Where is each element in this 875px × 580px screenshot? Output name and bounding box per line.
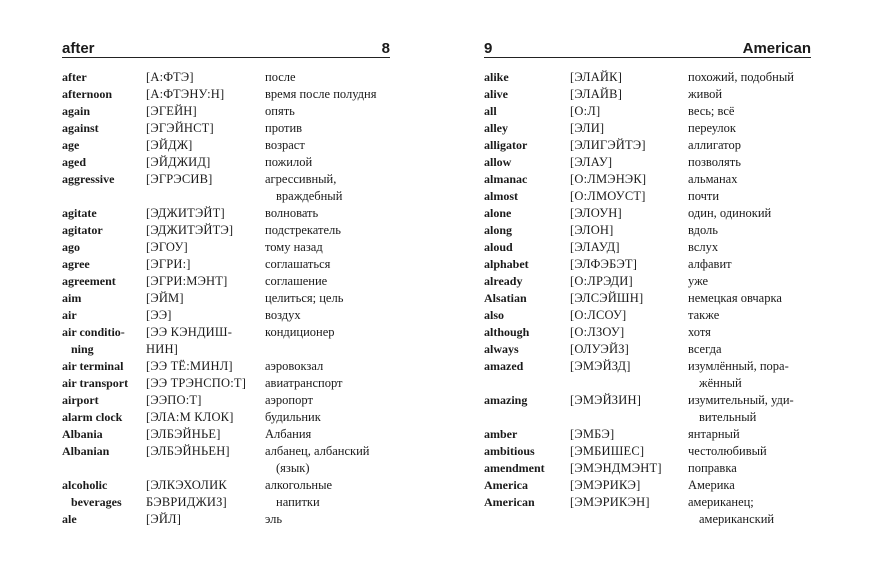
entry-transcription: [О:ЛЗОУ] [570, 325, 625, 339]
right-page-number: 9 [484, 40, 493, 57]
entry-transcription: [ЭЭ КЭНДИШ- [146, 325, 233, 339]
dictionary-entry [484, 205, 864, 222]
dictionary-entry [62, 460, 402, 477]
entry-translation: изумительный, уди- [688, 393, 794, 407]
entry-transcription: [ЭМБИШЕС] [570, 444, 645, 458]
entry-word: Albanian [62, 444, 110, 458]
entry-transcription: [ЭМЭНДМЭНТ] [570, 461, 662, 475]
dictionary-entry [62, 341, 402, 358]
entry-word: ago [62, 240, 80, 254]
entry-word: amber [484, 427, 518, 441]
dictionary-entry [62, 120, 402, 137]
entry-transcription: [ЭЛБЭЙНЬЕН] [146, 444, 230, 458]
dictionary-entry [62, 137, 402, 154]
entry-translation: жённый [699, 376, 742, 390]
left-running-headword: after [62, 40, 95, 57]
entry-word: ning [71, 342, 94, 356]
entry-transcription: [ЭЛСЭЙШН] [570, 291, 644, 305]
entry-transcription: [О:ЛМЭНЭК] [570, 172, 647, 186]
entry-transcription: [ЭЭПО:Т] [146, 393, 202, 407]
dictionary-entry [484, 222, 864, 239]
entry-transcription: [ЭЛБЭЙНЬЕ] [146, 427, 221, 441]
entry-translation: хотя [688, 325, 711, 339]
entry-transcription: [ЭЭ] [146, 308, 172, 322]
entry-word: American [484, 495, 535, 509]
entry-translation: всегда [688, 342, 722, 356]
dictionary-entry [62, 477, 402, 494]
dictionary-entry [484, 120, 864, 137]
entry-translation: целиться; цель [265, 291, 344, 305]
entry-transcription: [О:Л] [570, 104, 601, 118]
dictionary-entry [62, 392, 402, 409]
entry-word: beverages [71, 495, 122, 509]
right-running-headword: American [742, 40, 811, 57]
entry-translation: возраст [265, 138, 305, 152]
dictionary-entry [62, 188, 402, 205]
entry-word: Alsatian [484, 291, 527, 305]
entry-translation: Албания [265, 427, 312, 441]
entry-transcription: [ЭЛИ] [570, 121, 605, 135]
dictionary-entry [62, 154, 402, 171]
entry-word: alive [484, 87, 508, 101]
entry-transcription: [О:ЛРЭДИ] [570, 274, 633, 288]
entry-transcription: [ЭЛА:М КЛОК] [146, 410, 234, 424]
dictionary-entry [484, 460, 864, 477]
dictionary-entry [62, 239, 402, 256]
entry-transcription: [ЭГОУ] [146, 240, 188, 254]
entry-transcription: [ЭГРИ:] [146, 257, 191, 271]
entry-word: agitator [62, 223, 103, 237]
entry-transcription: [ЭГЭЙНСТ] [146, 121, 214, 135]
entry-translation: алкогольные [265, 478, 333, 492]
entry-transcription: НИН] [146, 342, 179, 356]
entry-transcription: [ЭЛИГЭЙТЭ] [570, 138, 646, 152]
entry-translation: честолюбивый [688, 444, 767, 458]
left-entry-list [62, 69, 402, 528]
entry-word: again [62, 104, 91, 118]
dictionary-entry [484, 239, 864, 256]
entry-word: aggressive [62, 172, 115, 186]
dictionary-entry [62, 171, 402, 188]
entry-transcription: [ЭМБЭ] [570, 427, 615, 441]
entry-transcription: [ОЛУЭЙЗ] [570, 342, 630, 356]
entry-transcription: [ЭМЭЙЗИН] [570, 393, 642, 407]
entry-word: after [62, 70, 87, 84]
dictionary-entry [484, 137, 864, 154]
entry-transcription: [ЭЛАУД] [570, 240, 620, 254]
entry-translation: время после полудня [265, 87, 377, 101]
entry-translation: американец; [688, 495, 754, 509]
entry-word: alligator [484, 138, 528, 152]
entry-translation: соглашение [265, 274, 328, 288]
entry-word: almost [484, 189, 518, 203]
entry-translation: враждебный [276, 189, 343, 203]
right-header-rule [484, 57, 811, 58]
entry-transcription: [ЭДЖИТЭЙТ] [146, 206, 225, 220]
entry-transcription: [ЭЛКЭХОЛИК [146, 478, 227, 492]
entry-transcription: [ЭЛОН] [570, 223, 614, 237]
entry-word: aim [62, 291, 82, 305]
left-header-rule [62, 57, 390, 58]
entry-translation: переулок [688, 121, 736, 135]
entry-word: amazing [484, 393, 528, 407]
dictionary-entry [484, 324, 864, 341]
entry-transcription: [ЭЛАЙК] [570, 70, 623, 84]
entry-translation: позволять [688, 155, 741, 169]
dictionary-entry [484, 392, 864, 409]
left-page-number: 8 [381, 40, 390, 57]
dictionary-entry [62, 409, 402, 426]
entry-translation: тому назад [265, 240, 323, 254]
entry-word: alphabet [484, 257, 529, 271]
entry-translation: почти [688, 189, 720, 203]
entry-word: airport [62, 393, 99, 407]
dictionary-entry [62, 205, 402, 222]
entry-word: Albania [62, 427, 103, 441]
dictionary-entry [62, 358, 402, 375]
entry-translation: албанец, албанский [265, 444, 370, 458]
entry-translation: волновать [265, 206, 319, 220]
entry-word: air conditio- [62, 325, 125, 339]
entry-translation: Америка [688, 478, 735, 492]
left-page [0, 0, 437, 580]
dictionary-entry [484, 103, 864, 120]
dictionary-entry [62, 69, 402, 86]
dictionary-entry [62, 103, 402, 120]
entry-translation: вслух [688, 240, 719, 254]
entry-word: agree [62, 257, 90, 271]
dictionary-entry [484, 307, 864, 324]
dictionary-entry [62, 375, 402, 392]
entry-word: America [484, 478, 528, 492]
entry-translation: после [265, 70, 296, 84]
entry-translation: немецкая овчарка [688, 291, 782, 305]
entry-translation: аэровокзал [265, 359, 324, 373]
entry-transcription: [ЭЭ ТЁ:МИНЛ] [146, 359, 233, 373]
entry-translation: альманах [688, 172, 738, 186]
entry-transcription: [ЭЭ ТРЭНСПО:Т] [146, 376, 247, 390]
entry-word: ambitious [484, 444, 535, 458]
entry-transcription: [ЭЛОУН] [570, 206, 622, 220]
dictionary-entry [484, 273, 864, 290]
entry-transcription: [О:ЛМОУСТ] [570, 189, 646, 203]
entry-translation: опять [265, 104, 295, 118]
dictionary-entry [62, 222, 402, 239]
right-entry-list [484, 69, 864, 528]
entry-word: also [484, 308, 505, 322]
entry-translation: изумлённый, пора- [688, 359, 789, 373]
entry-translation: живой [688, 87, 723, 101]
entry-transcription: [ЭМЭРИКЭН] [570, 495, 650, 509]
entry-translation: весь; всё [688, 104, 735, 118]
entry-transcription: [А:ФТЭНУ:Н] [146, 87, 225, 101]
entry-word: amazed [484, 359, 524, 373]
dictionary-entry [484, 341, 864, 358]
entry-word: age [62, 138, 80, 152]
entry-word: aged [62, 155, 86, 169]
dictionary-entry [484, 154, 864, 171]
entry-translation: вдоль [688, 223, 718, 237]
dictionary-entry [62, 443, 402, 460]
dictionary-entry [484, 69, 864, 86]
entry-translation: алфавит [688, 257, 732, 271]
entry-transcription: [ЭЛФЭБЭТ] [570, 257, 638, 271]
entry-word: alcoholic [62, 478, 108, 492]
dictionary-entry [484, 358, 864, 375]
dictionary-entry [484, 494, 864, 511]
dictionary-entry [62, 494, 402, 511]
dictionary-entry [62, 256, 402, 273]
entry-transcription: [ЭЙЛ] [146, 512, 182, 526]
entry-translation: пожилой [265, 155, 313, 169]
dictionary-entry [62, 86, 402, 103]
dictionary-entry [484, 426, 864, 443]
dictionary-entry [484, 171, 864, 188]
entry-translation: поправка [688, 461, 737, 475]
entry-word: alarm clock [62, 410, 123, 424]
entry-transcription: [ЭГРЭСИВ] [146, 172, 213, 186]
entry-translation: против [265, 121, 303, 135]
entry-word: air [62, 308, 77, 322]
entry-word: although [484, 325, 530, 339]
dictionary-entry [62, 426, 402, 443]
entry-word: all [484, 104, 497, 118]
entry-word: alike [484, 70, 509, 84]
entry-transcription: [ЭЛАУ] [570, 155, 613, 169]
entry-translation: также [688, 308, 720, 322]
entry-transcription: БЭВРИДЖИЗ] [146, 495, 227, 509]
dictionary-entry [484, 188, 864, 205]
entry-translation: американский [699, 512, 775, 526]
entry-transcription: [ЭМЭЙЗД] [570, 359, 631, 373]
dictionary-entry [484, 86, 864, 103]
dictionary-entry [484, 443, 864, 460]
entry-transcription: [О:ЛСОУ] [570, 308, 627, 322]
entry-translation: будильник [265, 410, 321, 424]
dictionary-entry [62, 511, 402, 528]
entry-transcription: [ЭЙДЖИД] [146, 155, 211, 169]
entry-word: aloud [484, 240, 513, 254]
entry-word: always [484, 342, 519, 356]
dictionary-entry [484, 409, 864, 426]
entry-word: agitate [62, 206, 97, 220]
entry-translation: (язык) [276, 461, 310, 475]
dictionary-entry [62, 307, 402, 324]
dictionary-entry [484, 511, 864, 528]
entry-transcription: [ЭЛАЙВ] [570, 87, 623, 101]
dictionary-entry [484, 256, 864, 273]
entry-transcription: [ЭГРИ:МЭНТ] [146, 274, 228, 288]
dictionary-entry [62, 273, 402, 290]
entry-word: amendment [484, 461, 545, 475]
entry-word: against [62, 121, 99, 135]
entry-word: agreement [62, 274, 116, 288]
entry-word: already [484, 274, 523, 288]
entry-word: air transport [62, 376, 129, 390]
entry-translation: уже [688, 274, 709, 288]
entry-translation: агрессивный, [265, 172, 337, 186]
entry-translation: соглашаться [265, 257, 331, 271]
entry-translation: вительный [699, 410, 757, 424]
entry-translation: напитки [276, 495, 320, 509]
dictionary-entry [484, 290, 864, 307]
entry-translation: янтарный [688, 427, 740, 441]
entry-word: afternoon [62, 87, 112, 101]
entry-word: ale [62, 512, 77, 526]
entry-translation: воздух [265, 308, 301, 322]
dictionary-entry [484, 375, 864, 392]
entry-transcription: [А:ФТЭ] [146, 70, 194, 84]
entry-translation: похожий, подобный [688, 70, 794, 84]
entry-transcription: [ЭЙДЖ] [146, 138, 193, 152]
entry-transcription: [ЭЙМ] [146, 291, 184, 305]
entry-translation: эль [265, 512, 283, 526]
entry-word: almanac [484, 172, 528, 186]
right-page [437, 0, 875, 580]
entry-word: air terminal [62, 359, 124, 373]
entry-word: alone [484, 206, 512, 220]
entry-translation: подстрекатель [265, 223, 341, 237]
entry-transcription: [ЭМЭРИКЭ] [570, 478, 641, 492]
entry-translation: аэропорт [265, 393, 313, 407]
dictionary-entry [484, 477, 864, 494]
entry-word: allow [484, 155, 512, 169]
entry-translation: аллигатор [688, 138, 741, 152]
dictionary-entry [62, 290, 402, 307]
entry-transcription: [ЭДЖИТЭЙТЭ] [146, 223, 234, 237]
entry-translation: кондиционер [265, 325, 335, 339]
entry-translation: один, одинокий [688, 206, 772, 220]
entry-word: alley [484, 121, 508, 135]
entry-transcription: [ЭГЕЙН] [146, 104, 197, 118]
dictionary-entry [62, 324, 402, 341]
entry-word: along [484, 223, 513, 237]
entry-translation: авиатранспорт [265, 376, 343, 390]
